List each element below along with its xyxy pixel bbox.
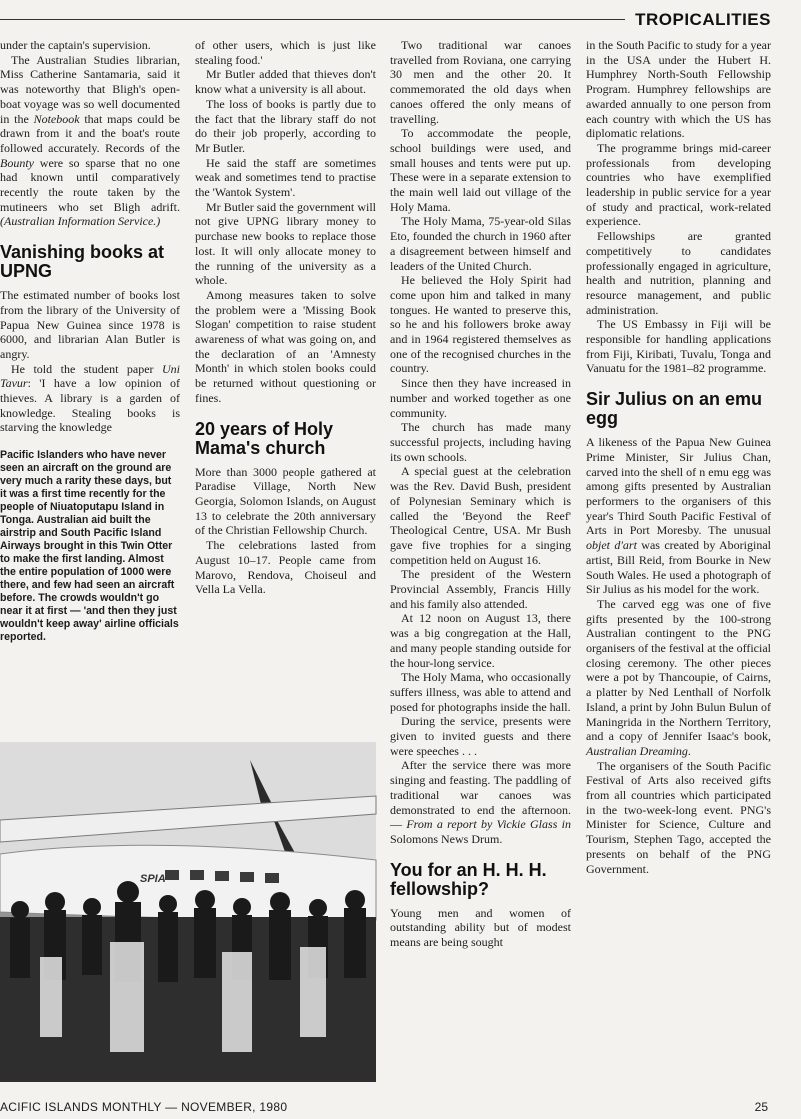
col4-paragraph-5 xyxy=(586,435,771,597)
italic-bounty: Bounty xyxy=(0,155,34,170)
text-run: was created by Aboriginal artist, Bill Reid, from Bourke in New South Wales. He used a photograph of Sir Julius as his model for the work. xyxy=(586,538,771,597)
window xyxy=(240,872,254,882)
col3-paragraph-10: The Holy Mama, who occasionally suffers illness, was able to attend and posed for photographs inside the hall. xyxy=(390,670,571,714)
photo-caption: Pacific Islanders who have never seen an aircraft on the ground are very much a rarity these days, but it was a first time recently for the people of Niuatoputapu Island in Tonga. Australian aid built the airstrip and South Pacific Island Airways brought in this Twin Otter to make the first landing. Almost the entire population of 1000 were there, and few had seen an aircraft before. The crowds wouldn't go near it at first — 'and then they just wouldn't keep away' airline officials reported. xyxy=(0,449,179,644)
col1-paragraph-1: under the captain's supervision. xyxy=(0,38,151,52)
col2-paragraph-1: of other users, which is just like stealing food.' xyxy=(195,38,376,67)
col3-paragraph-6: The church has made many successful projects, including having its own schools. xyxy=(390,420,571,464)
headline-hhh-fellowship: You for an H. H. H. fellowship? xyxy=(390,859,547,899)
col2-paragraph-5: Mr Butler said the government will not give UPNG library money to purchase new books to replace those lost. It will only allocate money to the running of the university as a whole. xyxy=(195,199,376,288)
text-run: : 'I have a low opinion of thieves. A library is a garden of knowledge. Stealing books is starving the knowledge xyxy=(0,376,180,435)
column-2 xyxy=(195,38,376,597)
column-4 xyxy=(586,38,771,1088)
col3-paragraph-4: He believed the Holy Spirit had come upon him and talked in many tongues. He wanted to preserve this, so he and his followers broke away and in 1964 registered themselves as one of the recognised churches in the country. xyxy=(390,273,571,376)
headline-emu-egg: Sir Julius on an emu egg xyxy=(586,389,763,429)
col2-paragraph-3: The loss of books is partly due to the fact that the library staff do not do their job properly, according to Mr Butler. xyxy=(195,96,376,155)
col3-paragraph-11: During the service, presents were given to invited guests and there were speeches . . . xyxy=(390,714,571,758)
col3-paragraph-7: A special guest at the celebration was the Rev. David Bush, president of Polynesian Seminary which is called the 'Beyond the Reef' Theological Centre, USA. Mr Bush gave five trophies for a singing competition held on August 16. xyxy=(390,464,571,567)
text-run: were so sparse that no one had known until comparatively recently the route taken by the mutineers who set Bligh adrift. xyxy=(0,155,180,214)
col2-paragraph-4: He said the staff are sometimes weak and sometimes tend to practise the 'Wantok System'. xyxy=(195,155,376,200)
plane-marking: SPIA xyxy=(140,873,166,885)
column-1 xyxy=(0,38,180,728)
header-rule xyxy=(0,19,625,20)
col3-paragraph-3: The Holy Mama, 75-year-old Silas Eto, founded the church in 1960 after a disagreement between himself and leaders of the United Church. xyxy=(390,214,571,273)
col4-paragraph-3: Fellowships are granted competitively to candidates professionally engaged in agriculture, health and nutrition, planning and resource management, and public administration. xyxy=(586,229,771,317)
col4-paragraph-1: in the South Pacific to study for a year in the USA under the Hubert H. Humphrey North-South Fellowship Program. Humphrey fellowships are awarded annually to one person from each country with which the US has diplomatic relations. xyxy=(586,38,771,141)
col2-paragraph-7: More than 3000 people gathered at Paradise Village, North New Georgia, Solomon Islands, on August 13 to celebrate the 20th anniversary of the Christian Fellowship Church. xyxy=(195,464,376,538)
headline-holy-mama: 20 years of Holy Mama's church xyxy=(195,418,334,458)
col2-paragraph-6: Among measures taken to solve the problem were a 'Missing Book Slogan' competition to raise student awareness of what was going on, and the declaration of an 'Amnesty Month' in which stolen books could be returned without questioning or fines. xyxy=(195,287,376,405)
col1-paragraph-2 xyxy=(0,53,180,229)
window xyxy=(265,873,279,883)
aircraft-crowd-illustration xyxy=(0,742,376,1082)
italic-notebook: Notebook xyxy=(33,111,80,126)
col3-paragraph-9: At 12 noon on August 13, there was a big congregation at the Hall, and many people standing outside for the hour-long service. xyxy=(390,611,571,670)
column-3 xyxy=(390,38,571,1088)
twin-otter-photo xyxy=(0,742,376,1082)
text-run: . xyxy=(687,743,691,758)
col2-paragraph-8: The celebrations lasted from August 10–17. People came from Marovo, Rendova, Choiseul and Vella La Vella. xyxy=(195,538,376,597)
col4-paragraph-4: The US Embassy in Fiji will be responsible for handling applications from Fiji, Kiribati, Tuvalu, Tonga and Vanuatu for the 1981–82 programme. xyxy=(586,317,771,376)
text-run: He told the student paper xyxy=(11,361,162,376)
col2-paragraph-2: Mr Butler added that thieves don't know what a university is all about. xyxy=(195,67,376,97)
col4-paragraph-7: The organisers of the South Pacific Festival of Arts also received gifts from all countries which participated in the two-week-long event. PNG's Minister for Science, Culture and Tourism, Stephen Tago, accepted the presents on behalf of the PNG Government. xyxy=(586,758,771,876)
col1-paragraph-4 xyxy=(0,362,180,436)
section-title: TROPICALITIES xyxy=(635,10,771,29)
text-run: that maps could be drawn from it and the boat's route followed accurately. Records of the xyxy=(0,111,180,155)
page-number: 25 xyxy=(754,1100,768,1114)
text-run: Solomons News Drum. xyxy=(390,831,503,846)
text-run: The Australian Studies librarian, Miss Catherine Santamaria, said it was noteworthy that Bligh's open-boat voyage was so well documented in the xyxy=(0,52,180,126)
col1-paragraph-3: The estimated number of books lost from the library of the University of Papua New Guinea since 1978 is 6000, and librarian Alan Butler is angry. xyxy=(0,288,180,361)
source-credit: (Australian Information Service.) xyxy=(0,214,161,229)
italic-book-title: Australian Dreaming xyxy=(586,743,688,758)
window xyxy=(190,870,204,880)
col3-paragraph-1: Two traditional war canoes travelled from Roviana, one carrying 30 men and the other 20. It commemorated the old days when canoes offered the only means of travelling. xyxy=(390,38,571,126)
window xyxy=(165,870,179,880)
col3-paragraph-13: Young men and women of outstanding ability but of modest means are being sought xyxy=(390,905,571,950)
italic-objet-dart: objet d'art xyxy=(586,538,637,553)
col3-paragraph-5: Since then they have increased in number and worked together as one community. xyxy=(390,376,571,420)
col4-paragraph-6 xyxy=(586,597,771,759)
col3-paragraph-8: The president of the Western Provincial Assembly, Francis Hilly and his family also attended. xyxy=(390,567,571,611)
text-run: After the service there was more singing and feasting. The paddling of traditional war canoes was demonstrated to end the afternoon. — xyxy=(390,758,571,832)
italic-paper-name: Uni Tavur xyxy=(0,361,180,391)
window xyxy=(215,871,229,881)
col3-paragraph-2: To accommodate the people, school buildings were used, and small houses and tents were put up. These were in a separate extension to the main well laid out village of the Holy Mama. xyxy=(390,126,571,214)
report-credit: From a report by Vickie Glass in xyxy=(406,817,571,832)
headline-vanishing-books: Vanishing books at UPNG xyxy=(0,242,165,282)
col4-paragraph-2: The programme brings mid-career professionals from developing countries who have exemplified leadership in public service for a year of study and practical, work-related experience. xyxy=(586,140,771,229)
publication-footer: ACIFIC ISLANDS MONTHLY — NOVEMBER, 1980 xyxy=(0,1100,288,1114)
text-run: The carved egg was one of five gifts presented by the 100-strong Australian contingent to the PNG organisers of the festival at the official closing ceremony. The other pieces were a pot by Thancoupie, of Cairns, a platter by Ned Lenthall of Norfolk Island, a print by John Bulun Bulun of Maningrida in the Northern Territory, and a copy of Jennifer Isaac's book, xyxy=(586,596,771,744)
col3-paragraph-12 xyxy=(390,758,571,846)
text-run: A likeness of the Papua New Guinea Prime Minister, Sir Julius Chan, carved into the shell of n emu egg was among gifts presented by Australian performers to the organisers of this year's Third South Pacific Festival of Arts in Port Moresby. The unusual xyxy=(586,435,771,538)
